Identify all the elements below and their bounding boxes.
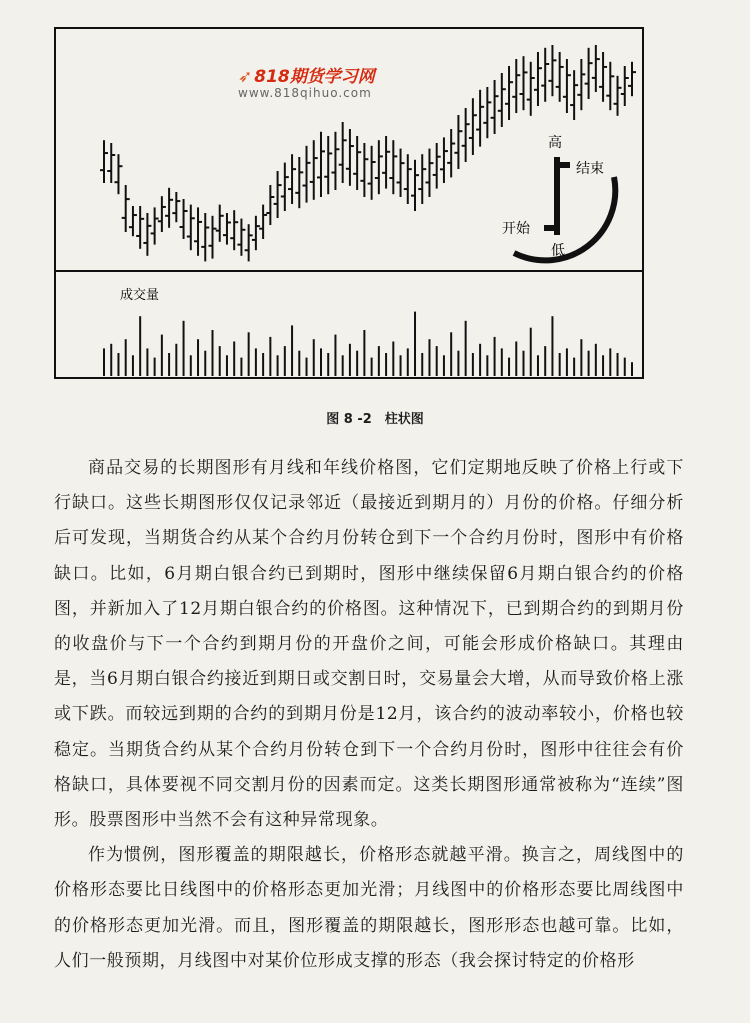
legend-close-label: 结束 [576, 161, 604, 177]
site-url: www.818qihuo.com [238, 86, 372, 100]
paragraph: 作为惯例，图形覆盖的期限越长，价格形态就越平滑。换言之，周线图中的价格形态要比日线图中的价格形态更加光滑；月线图中的价格形态要比周线图中的价格形态更加光滑。而且，图形覆盖的期限越长，图形形态也越可靠。比如，人们一般预期，月线图中对某价位形成支撑的形态（我会探讨特定的价格形 [54, 845, 684, 971]
logo-swoosh-icon: ➶ [238, 67, 253, 87]
figure-caption: 图 8 -2 柱状图 [326, 412, 424, 427]
legend-open-label: 开始 [502, 221, 530, 237]
legend-low-label: 低 [551, 243, 565, 259]
body-text [54, 451, 684, 979]
bar-chart-figure [54, 27, 644, 379]
paragraph: 商品交易的长期图形有月线和年线价格图，它们定期地反映了价格上行或下行缺口。这些长期图形仅仅记录邻近（最接近到期月的）月份的价格。仔细分析后可发现，当期货合约从某个合约月份转仓到下一个合约月份时，图形中有价格缺口。比如，6月期白银合约已到期时，图形中继续保留6月期白银合约的价格图，并新加入了12月期白银合约的价格图。这种情况下，已到期合约的到期月份的收盘价与下一个合约到期月份的开盘价之间，可能会形成价格缺口。其理由是，当6月期白银合约接近到期日或交割日时，交易量会大增，从而导致价格上涨或下跌。而较远到期的合约的到期月份是12月，该合约的波动率较小，价格也较稳定。当期货合约从某个合约月份转仓到下一个合约月份时，图形中往往会有价格缺口，具体要视不同交割月份的因素而定。这类长期图形通常被称为“连续”图形。股票图形中当然不会有这种异常现象。 [54, 458, 684, 831]
volume-label: 成交量 [120, 288, 160, 303]
volume-bars-group [104, 312, 632, 376]
legend-high-label: 高 [548, 135, 562, 151]
bar-legend [502, 134, 615, 260]
logo-text: 818期货学习网 [254, 67, 375, 87]
site-logo [238, 62, 375, 87]
